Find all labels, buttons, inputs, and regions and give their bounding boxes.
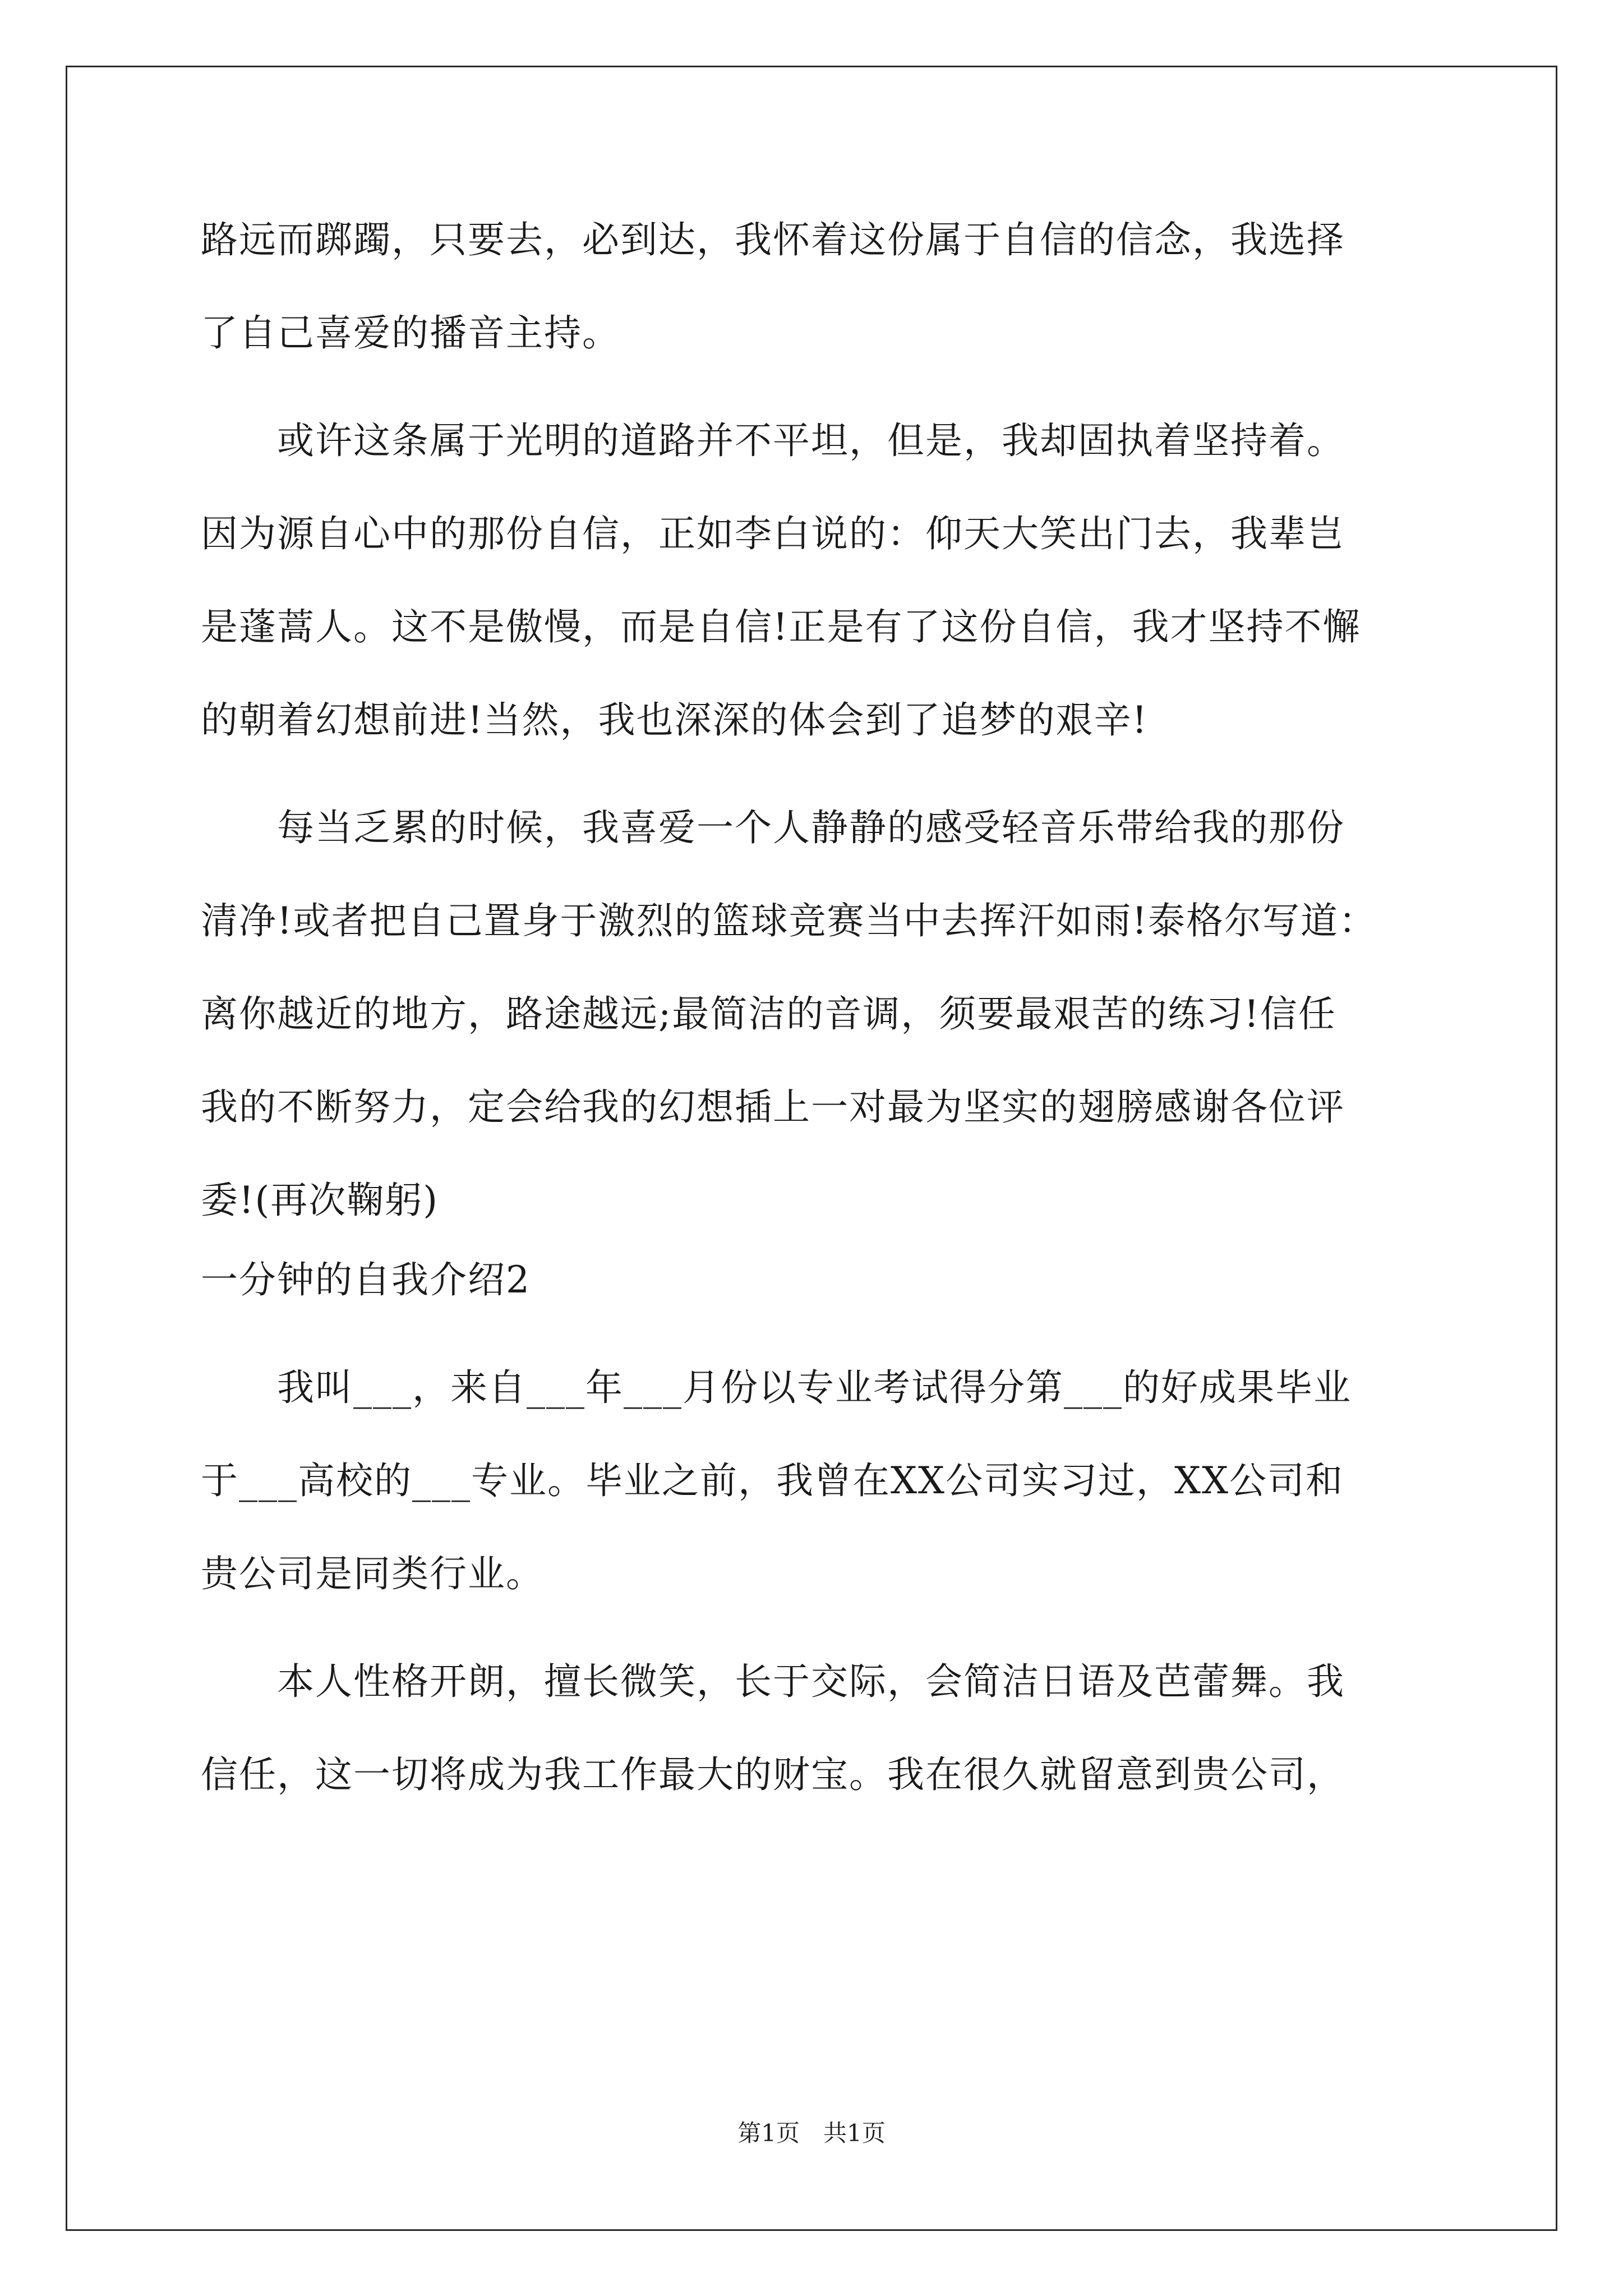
text-line: 路远而踯躅，只要去，必到达，我怀着这份属于自信的信念，我选择 [201,218,1345,261]
text-line: 每当乏累的时候，我喜爱一个人静静的感受轻音乐带给我的那份 [201,806,1345,849]
paragraph [201,213,1435,360]
text-line: 信任，这一切将成为我工作最大的财宝。我在很久就留意到贵公司， [201,1753,1345,1796]
text-line: 本人性格开朗，擅长微笑，长于交际，会简洁日语及芭蕾舞。我 [201,1660,1345,1703]
text-line: 委!(再次鞠躬) [201,1179,439,1222]
text-line: 清净!或者把自己置身于激烈的篮球竞赛当中去挥汗如雨!泰格尔写道： [201,899,1377,942]
page-number-footer: 第1页 共1页 [737,2119,886,2147]
text-line: 贵公司是同类行业。 [201,1552,544,1595]
text-line: 或许这条属于光明的道路并不平坦，但是，我却固执着坚持着。 [201,419,1345,462]
paragraph [201,414,1435,747]
text-line: 离你越近的地方，路途越远;最简洁的音调，须要最艰苦的练习!信任 [201,992,1336,1036]
text-line: 了自己喜爱的播音主持。 [201,311,620,355]
section-heading: 一分钟的自我介绍2 [201,1258,531,1301]
text-line: 是蓬蒿人。这不是傲慢，而是自信!正是有了这份自信，我才坚持不懈 [201,605,1361,648]
paragraph [201,1361,1435,1601]
text-line: 我的不断努力，定会给我的幻想插上一对最为坚实的翅膀感谢各位评 [201,1085,1345,1129]
document-body [201,213,1435,1802]
paragraph [201,801,1435,1227]
text-line: 我叫___，来自___年___月份以专业考试得分第___的好成果毕业 [201,1366,1352,1409]
paragraph [201,1655,1435,1802]
text-line: 于___高校的___专业。毕业之前，我曾在XX公司实习过，XX公司和 [201,1459,1344,1502]
text-line: 因为源自心中的那份自信，正如李白说的：仰天大笑出门去，我辈岂 [201,512,1345,555]
text-line: 的朝着幻想前进!当然，我也深深的体会到了追梦的艰辛! [201,698,1149,742]
